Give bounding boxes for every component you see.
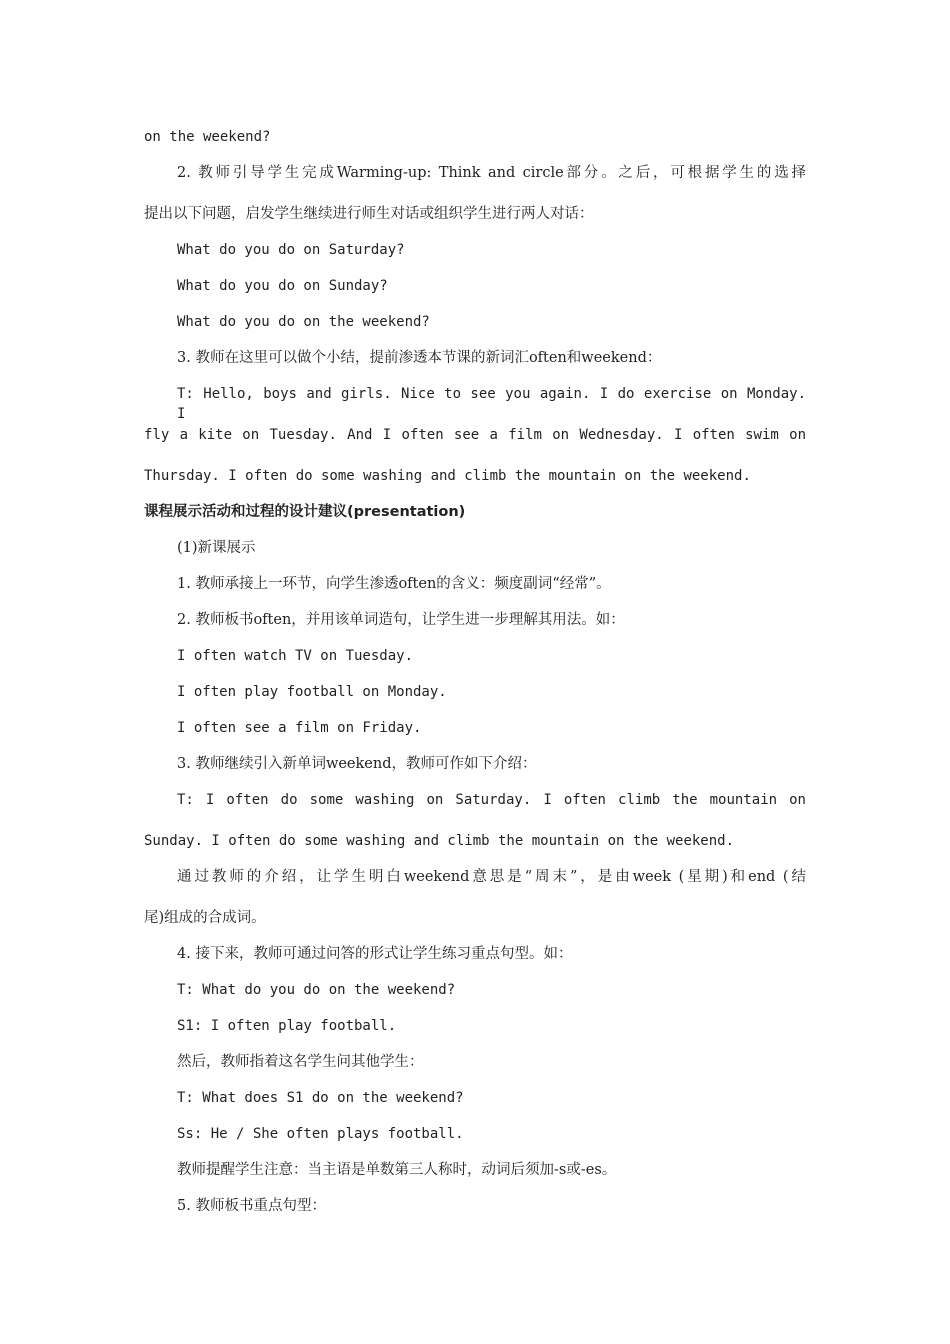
text-line: T: What do you do on the weekend? <box>177 982 456 998</box>
text-line: T: What does S1 do on the weekend? <box>177 1090 464 1106</box>
text-line: 提出以下问题，启发学生继续进行师生对话或组织学生进行两人对话： <box>144 206 594 222</box>
text-line: What do you do on the weekend? <box>177 314 430 330</box>
text-line: Sunday. I often do some washing and climb the mountain on the weekend. <box>144 833 735 849</box>
text-line: I often play football on Monday. <box>177 684 447 700</box>
subsection-heading: (1)新课展示 <box>177 540 256 556</box>
text-line: S1: I often play football. <box>177 1018 397 1034</box>
text-line: fly a kite on Tuesday. And I often see a film on Wednesday. I often swim on <box>144 427 806 443</box>
text-line: T: Hello, boys and girls. Nice to see you again. I do exercise on Monday. I <box>177 386 806 422</box>
text-line: I often watch TV on Tuesday. <box>177 648 414 664</box>
text-line: 1. 教师承接上一环节，向学生渗透often的含义：频度副词“经常”。 <box>177 576 611 592</box>
text-line: 尾)组成的合成词。 <box>144 910 266 926</box>
text-line: 教师提醒学生注意：当主语是单数第三人称时，动词后须加-s或-es。 <box>177 1162 617 1178</box>
text-line: T: I often do some washing on Saturday. I often climb the mountain on <box>177 792 806 808</box>
text-line: on the weekend? <box>144 129 271 145</box>
text-line: 2. 教师引导学生完成Warming-up: Think and circle部分。之后，可根据学生的选择 <box>177 165 806 181</box>
text-line: 2. 教师板书often，并用该单词造句，让学生进一步理解其用法。如： <box>177 612 625 628</box>
text-line: Ss: He / She often plays football. <box>177 1126 464 1142</box>
text-line: 5. 教师板书重点句型： <box>177 1198 326 1214</box>
text-line: 3. 教师继续引入新单词weekend，教师可作如下介绍： <box>177 756 537 772</box>
text-line: What do you do on Saturday? <box>177 242 405 258</box>
text-line: 通过教师的介绍，让学生明白weekend意思是“周末”，是由week (星期)和end (结 <box>177 869 806 885</box>
text-line: I often see a film on Friday. <box>177 720 422 736</box>
text-line: Thursday. I often do some washing and climb the mountain on the weekend. <box>144 468 751 484</box>
text-line: 3. 教师在这里可以做个小结，提前渗透本节课的新词汇often和weekend： <box>177 350 662 366</box>
text-line: 4. 接下来，教师可通过问答的形式让学生练习重点句型。如： <box>177 946 573 962</box>
text-line: What do you do on Sunday? <box>177 278 388 294</box>
section-heading: 课程展示活动和过程的设计建议(presentation) <box>144 504 466 520</box>
text-line: 然后，教师指着这名学生问其他学生： <box>177 1054 424 1070</box>
